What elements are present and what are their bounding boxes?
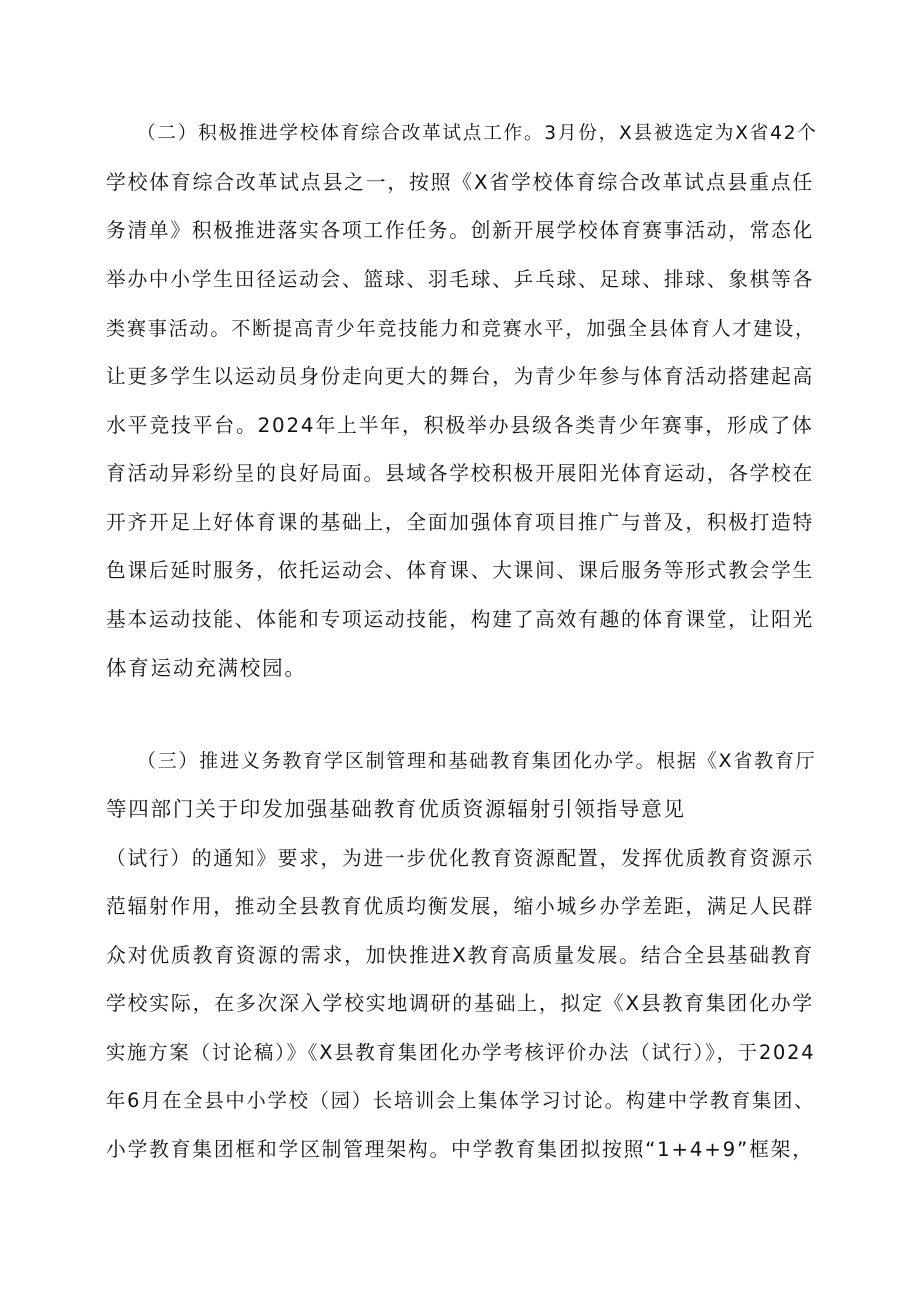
text-line: 等四部门关于印发加强基础教育优质资源辐射引领指导意见 xyxy=(106,797,686,821)
text-line: 育活动异彩纷呈的良好局面。县域各学校积极开展阳光体育运动，各学校在 xyxy=(106,462,815,485)
text-line: 基本运动技能、体能和专项运动技能，构建了高效有趣的体育课堂，让阳光 xyxy=(106,608,815,631)
text-line: 学校体育综合改革试点县之一，按照《X省学校体育综合改革试点县重点任 xyxy=(106,171,814,194)
text-line: （三）推进义务教育学区制管理和基础教育集团化办学。根据《X省教育厅 xyxy=(137,750,817,772)
text-line: 范辐射作用，推动全县教育优质均衡发展，缩小城乡办学差距，满足人民群 xyxy=(106,895,815,918)
text-line: 务清单》积极推进落实各项工作任务。创新开展学校体育赛事活动，常态化 xyxy=(106,219,815,242)
text-line: 众对优质教育资源的需求，加快推进X教育高质量发展。结合全县基础教育 xyxy=(106,944,814,967)
text-line: 让更多学生以运动员身份走向更大的舞台，为青少年参与体育活动搭建起高 xyxy=(106,365,815,388)
text-line: （二）积极推进学校体育综合改革试点工作。3月份，X县被选定为X省42个 xyxy=(137,123,818,144)
text-line: 小学教育集团框和学区制管理架构。中学教育集团拟按照“1+4+9”框架， xyxy=(106,1138,814,1161)
text-line: 学校实际，在多次深入学校实地调研的基础上，拟定《X县教育集团化办学 xyxy=(106,992,814,1015)
text-line: 色课后延时服务，依托运动会、体育课、大课间、课后服务等形式教会学生 xyxy=(106,559,815,582)
text-line: 类赛事活动。不断提高青少年竞技能力和竞赛水平，加强全县体育人才建设， xyxy=(106,317,816,340)
text-line: 举办中小学生田径运动会、篮球、羽毛球、乒乓球、足球、排球、象棋等各 xyxy=(106,268,815,291)
text-line: 年6月在全县中小学校（园）长培训会上集体学习讨论。构建中学教育集团、 xyxy=(106,1089,816,1112)
text-line: 开齐开足上好体育课的基础上，全面加强体育项目推广与普及，积极打造特 xyxy=(106,511,815,534)
text-line: 水平竞技平台。2024年上半年，积极举办县级各类青少年赛事，形成了体 xyxy=(106,414,814,437)
text-line: （试行）的通知》要求，为进一步优化教育资源配置，发挥优质教育资源示 xyxy=(106,847,815,870)
text-line: 实施方案（讨论稿）》《X县教育集团化办学考核评价办法（试行）》，于2024 xyxy=(106,1041,816,1064)
text-line: 体育运动充满校园。 xyxy=(106,656,307,680)
